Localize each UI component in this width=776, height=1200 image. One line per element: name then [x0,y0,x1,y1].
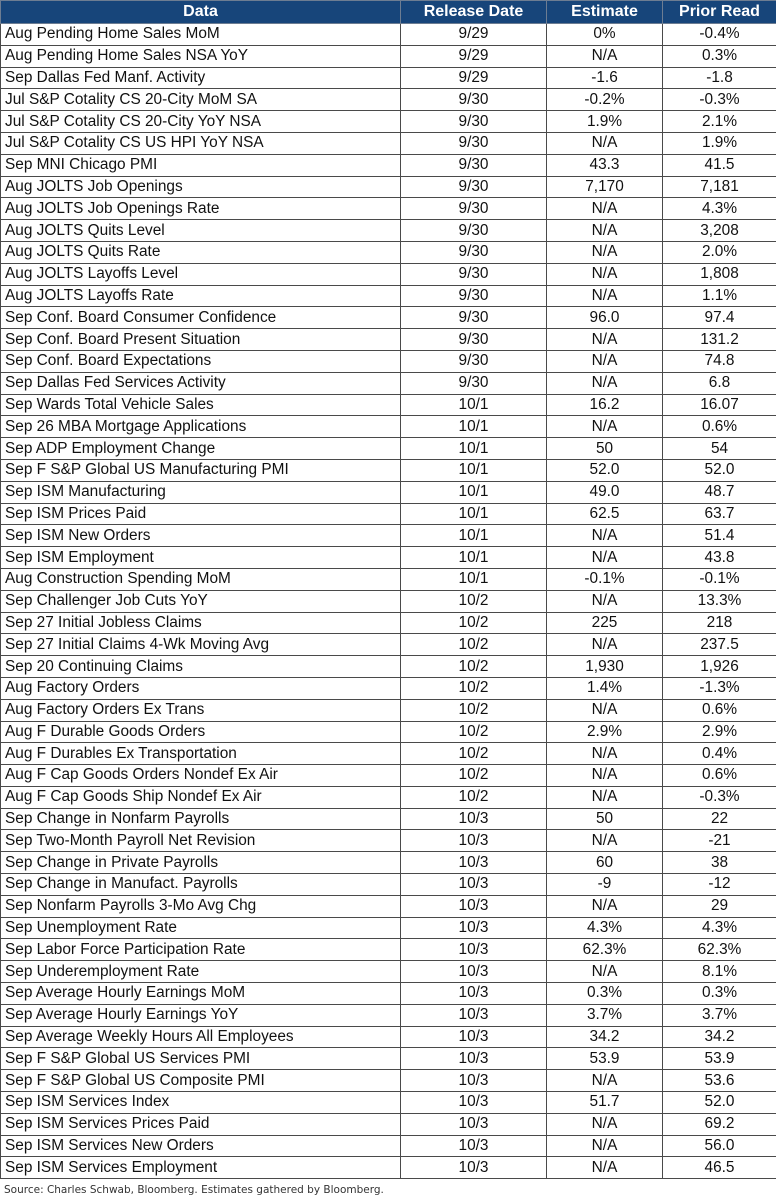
indicator-name-cell: Aug JOLTS Job Openings [1,176,401,198]
release-date-cell: 9/30 [401,220,547,242]
prior-read-cell: -1.3% [663,677,776,699]
release-date-cell: 10/2 [401,699,547,721]
estimate-cell: 60 [547,852,663,874]
estimate-cell: N/A [547,699,663,721]
table-row [1,1026,776,1048]
release-date-cell: 9/30 [401,241,547,263]
release-date-cell: 9/30 [401,329,547,351]
table-row [1,1113,776,1135]
indicator-name-cell: Aug Pending Home Sales MoM [1,24,401,46]
estimate-cell: 0.3% [547,983,663,1005]
indicator-name-cell: Jul S&P Cotality CS 20-City MoM SA [1,89,401,111]
release-date-cell: 10/3 [401,1113,547,1135]
prior-read-cell: 13.3% [663,590,776,612]
release-date-cell: 9/29 [401,24,547,46]
release-date-cell: 10/3 [401,808,547,830]
estimate-cell: 49.0 [547,481,663,503]
indicator-name-cell: Sep ISM Manufacturing [1,481,401,503]
estimate-cell: 34.2 [547,1026,663,1048]
table-row [1,24,776,46]
estimate-cell: 53.9 [547,1048,663,1070]
table-row [1,874,776,896]
indicator-name-cell: Aug F Durables Ex Transportation [1,743,401,765]
table-row [1,917,776,939]
estimate-cell: 3.7% [547,1004,663,1026]
release-date-cell: 9/30 [401,263,547,285]
indicator-name-cell: Sep Change in Manufact. Payrolls [1,874,401,896]
table-row [1,786,776,808]
indicator-name-cell: Aug F Durable Goods Orders [1,721,401,743]
estimate-cell: N/A [547,830,663,852]
table-row [1,721,776,743]
release-date-cell: 10/3 [401,1026,547,1048]
table-row [1,1135,776,1157]
prior-read-cell: 1.9% [663,132,776,154]
table-row [1,983,776,1005]
estimate-cell: N/A [547,743,663,765]
indicator-name-cell: Aug Factory Orders Ex Trans [1,699,401,721]
estimate-cell: N/A [547,372,663,394]
estimate-cell: 0% [547,24,663,46]
release-date-cell: 10/2 [401,656,547,678]
release-date-cell: 10/3 [401,961,547,983]
release-date-cell: 9/30 [401,111,547,133]
release-date-cell: 9/30 [401,176,547,198]
indicator-name-cell: Sep ISM Prices Paid [1,503,401,525]
prior-read-cell: -0.3% [663,89,776,111]
indicator-name-cell: Sep 27 Initial Jobless Claims [1,612,401,634]
prior-read-cell: 6.8 [663,372,776,394]
release-date-cell: 10/1 [401,438,547,460]
prior-read-cell: -1.8 [663,67,776,89]
table-row [1,743,776,765]
indicator-name-cell: Sep 27 Initial Claims 4-Wk Moving Avg [1,634,401,656]
indicator-name-cell: Sep Dallas Fed Services Activity [1,372,401,394]
estimate-cell: N/A [547,961,663,983]
prior-read-cell: 4.3% [663,198,776,220]
prior-read-cell: 16.07 [663,394,776,416]
estimate-cell: 225 [547,612,663,634]
indicator-name-cell: Sep F S&P Global US Composite PMI [1,1070,401,1092]
release-date-cell: 10/2 [401,634,547,656]
release-date-cell: 10/3 [401,1135,547,1157]
estimate-cell: 62.3% [547,939,663,961]
release-date-cell: 10/3 [401,1157,547,1179]
release-date-cell: 10/3 [401,874,547,896]
release-date-cell: 10/2 [401,612,547,634]
table-row [1,895,776,917]
release-date-cell: 10/3 [401,1092,547,1114]
header-estimate: Estimate [547,1,663,24]
prior-read-cell: 0.4% [663,743,776,765]
release-date-cell: 10/2 [401,765,547,787]
prior-read-cell: 4.3% [663,917,776,939]
prior-read-cell: -0.3% [663,786,776,808]
table-row [1,568,776,590]
table-row [1,132,776,154]
header-release-date: Release Date [401,1,547,24]
indicator-name-cell: Aug JOLTS Layoffs Level [1,263,401,285]
prior-read-cell: 7,181 [663,176,776,198]
estimate-cell: N/A [547,132,663,154]
prior-read-cell: 1,926 [663,656,776,678]
estimate-cell: 62.5 [547,503,663,525]
table-row [1,481,776,503]
prior-read-cell: 2.1% [663,111,776,133]
indicator-name-cell: Aug Construction Spending MoM [1,568,401,590]
table-row [1,634,776,656]
table-row [1,765,776,787]
table-row [1,438,776,460]
prior-read-cell: 29 [663,895,776,917]
estimate-cell: -1.6 [547,67,663,89]
release-date-cell: 10/1 [401,525,547,547]
table-body [1,24,776,1179]
prior-read-cell: 2.9% [663,721,776,743]
estimate-cell: N/A [547,350,663,372]
release-date-cell: 10/3 [401,1048,547,1070]
table-row [1,154,776,176]
table-row [1,547,776,569]
release-date-cell: 10/1 [401,503,547,525]
table-row [1,961,776,983]
indicator-name-cell: Sep Average Hourly Earnings MoM [1,983,401,1005]
estimate-cell: 43.3 [547,154,663,176]
table-row [1,372,776,394]
release-date-cell: 10/3 [401,983,547,1005]
table-row [1,198,776,220]
indicator-name-cell: Aug Factory Orders [1,677,401,699]
table-row [1,1004,776,1026]
table-row [1,263,776,285]
table-row [1,416,776,438]
release-date-cell: 10/3 [401,830,547,852]
prior-read-cell: 63.7 [663,503,776,525]
release-date-cell: 10/1 [401,481,547,503]
prior-read-cell: -0.4% [663,24,776,46]
header-prior-read: Prior Read [663,1,776,24]
table-row [1,699,776,721]
table-row [1,459,776,481]
header-data: Data [1,1,401,24]
indicator-name-cell: Sep Conf. Board Consumer Confidence [1,307,401,329]
prior-read-cell: 22 [663,808,776,830]
release-date-cell: 10/1 [401,459,547,481]
prior-read-cell: 52.0 [663,459,776,481]
release-date-cell: 10/3 [401,895,547,917]
estimate-cell: N/A [547,525,663,547]
prior-read-cell: 53.9 [663,1048,776,1070]
estimate-cell: N/A [547,786,663,808]
table-row [1,111,776,133]
table-row [1,590,776,612]
prior-read-cell: 0.6% [663,699,776,721]
estimate-cell: N/A [547,895,663,917]
indicator-name-cell: Aug F Cap Goods Ship Nondef Ex Air [1,786,401,808]
table-row [1,394,776,416]
indicator-name-cell: Sep Conf. Board Expectations [1,350,401,372]
table-row [1,1070,776,1092]
estimate-cell: 1.4% [547,677,663,699]
table-row [1,852,776,874]
release-date-cell: 9/29 [401,67,547,89]
prior-read-cell: 46.5 [663,1157,776,1179]
release-date-cell: 9/29 [401,45,547,67]
prior-read-cell: 8.1% [663,961,776,983]
estimate-cell: 52.0 [547,459,663,481]
release-date-cell: 9/30 [401,350,547,372]
estimate-cell: N/A [547,220,663,242]
prior-read-cell: 0.6% [663,416,776,438]
estimate-cell: 7,170 [547,176,663,198]
prior-read-cell: 3.7% [663,1004,776,1026]
release-date-cell: 9/30 [401,154,547,176]
estimate-cell: N/A [547,547,663,569]
release-date-cell: 10/3 [401,917,547,939]
indicator-name-cell: Sep 20 Continuing Claims [1,656,401,678]
estimate-cell: 2.9% [547,721,663,743]
estimate-cell: 50 [547,438,663,460]
estimate-cell: -9 [547,874,663,896]
indicator-name-cell: Sep Unemployment Rate [1,917,401,939]
indicator-name-cell: Jul S&P Cotality CS 20-City YoY NSA [1,111,401,133]
estimate-cell: N/A [547,416,663,438]
indicator-name-cell: Sep ISM Services New Orders [1,1135,401,1157]
indicator-name-cell: Sep ISM New Orders [1,525,401,547]
prior-read-cell: 41.5 [663,154,776,176]
indicator-name-cell: Sep Average Weekly Hours All Employees [1,1026,401,1048]
release-date-cell: 10/2 [401,721,547,743]
prior-read-cell: 0.3% [663,983,776,1005]
prior-read-cell: 218 [663,612,776,634]
indicator-name-cell: Aug JOLTS Job Openings Rate [1,198,401,220]
indicator-name-cell: Sep Average Hourly Earnings YoY [1,1004,401,1026]
prior-read-cell: 0.3% [663,45,776,67]
prior-read-cell: 1,808 [663,263,776,285]
indicator-name-cell: Sep Conf. Board Present Situation [1,329,401,351]
estimate-cell: 1.9% [547,111,663,133]
indicator-name-cell: Sep ISM Services Prices Paid [1,1113,401,1135]
table-row [1,939,776,961]
release-date-cell: 10/3 [401,1070,547,1092]
estimate-cell: 4.3% [547,917,663,939]
estimate-cell: 50 [547,808,663,830]
prior-read-cell: -12 [663,874,776,896]
indicator-name-cell: Sep ISM Services Employment [1,1157,401,1179]
indicator-name-cell: Sep Wards Total Vehicle Sales [1,394,401,416]
estimate-cell: N/A [547,765,663,787]
prior-read-cell: 38 [663,852,776,874]
release-date-cell: 10/1 [401,547,547,569]
indicator-name-cell: Aug JOLTS Quits Rate [1,241,401,263]
indicator-name-cell: Sep ADP Employment Change [1,438,401,460]
prior-read-cell: 74.8 [663,350,776,372]
release-date-cell: 10/1 [401,416,547,438]
release-date-cell: 10/3 [401,852,547,874]
prior-read-cell: 62.3% [663,939,776,961]
prior-read-cell: 34.2 [663,1026,776,1048]
estimate-cell: 96.0 [547,307,663,329]
release-date-cell: 10/1 [401,568,547,590]
release-date-cell: 10/3 [401,1004,547,1026]
table-row [1,525,776,547]
indicator-name-cell: Aug F Cap Goods Orders Nondef Ex Air [1,765,401,787]
indicator-name-cell: Sep Nonfarm Payrolls 3-Mo Avg Chg [1,895,401,917]
estimate-cell: N/A [547,285,663,307]
table-row [1,307,776,329]
prior-read-cell: 131.2 [663,329,776,351]
table-row [1,656,776,678]
table-row [1,67,776,89]
table-row [1,677,776,699]
release-date-cell: 9/30 [401,285,547,307]
estimate-cell: N/A [547,263,663,285]
table-row [1,830,776,852]
prior-read-cell: 2.0% [663,241,776,263]
prior-read-cell: 53.6 [663,1070,776,1092]
table-row [1,808,776,830]
prior-read-cell: 51.4 [663,525,776,547]
release-date-cell: 9/30 [401,198,547,220]
estimate-cell: -0.1% [547,568,663,590]
table-row [1,220,776,242]
release-date-cell: 9/30 [401,132,547,154]
indicator-name-cell: Aug Pending Home Sales NSA YoY [1,45,401,67]
prior-read-cell: 52.0 [663,1092,776,1114]
table-row [1,612,776,634]
estimate-cell: N/A [547,45,663,67]
indicator-name-cell: Jul S&P Cotality CS US HPI YoY NSA [1,132,401,154]
release-date-cell: 10/2 [401,677,547,699]
header-row [1,1,776,24]
indicator-name-cell: Sep Two-Month Payroll Net Revision [1,830,401,852]
release-date-cell: 10/2 [401,786,547,808]
estimate-cell: N/A [547,590,663,612]
release-date-cell: 9/30 [401,89,547,111]
estimate-cell: N/A [547,1135,663,1157]
table-row [1,45,776,67]
table-row [1,1048,776,1070]
indicator-name-cell: Sep Change in Private Payrolls [1,852,401,874]
prior-read-cell: -21 [663,830,776,852]
indicator-name-cell: Sep Challenger Job Cuts YoY [1,590,401,612]
table-row [1,1092,776,1114]
prior-read-cell: -0.1% [663,568,776,590]
table-row [1,350,776,372]
prior-read-cell: 97.4 [663,307,776,329]
indicator-name-cell: Sep MNI Chicago PMI [1,154,401,176]
release-date-cell: 10/2 [401,590,547,612]
estimate-cell: N/A [547,198,663,220]
prior-read-cell: 69.2 [663,1113,776,1135]
table-row [1,89,776,111]
estimate-cell: N/A [547,634,663,656]
estimate-cell: -0.2% [547,89,663,111]
indicator-name-cell: Sep F S&P Global US Manufacturing PMI [1,459,401,481]
prior-read-cell: 237.5 [663,634,776,656]
estimate-cell: 16.2 [547,394,663,416]
indicator-name-cell: Sep Change in Nonfarm Payrolls [1,808,401,830]
estimate-cell: N/A [547,241,663,263]
release-date-cell: 9/30 [401,372,547,394]
table-row [1,329,776,351]
table-row [1,503,776,525]
estimate-cell: 1,930 [547,656,663,678]
indicator-name-cell: Sep F S&P Global US Services PMI [1,1048,401,1070]
prior-read-cell: 43.8 [663,547,776,569]
prior-read-cell: 1.1% [663,285,776,307]
source-note: Source: Charles Schwab, Bloomberg. Estimates gathered by Bloomberg. [4,1184,384,1196]
estimate-cell: 51.7 [547,1092,663,1114]
table-row [1,176,776,198]
indicator-name-cell: Aug JOLTS Quits Level [1,220,401,242]
prior-read-cell: 0.6% [663,765,776,787]
release-date-cell: 10/1 [401,394,547,416]
indicator-name-cell: Aug JOLTS Layoffs Rate [1,285,401,307]
release-date-cell: 10/2 [401,743,547,765]
indicator-name-cell: Sep Labor Force Participation Rate [1,939,401,961]
indicator-name-cell: Sep Dallas Fed Manf. Activity [1,67,401,89]
indicator-name-cell: Sep ISM Services Index [1,1092,401,1114]
table-row [1,241,776,263]
indicator-name-cell: Sep 26 MBA Mortgage Applications [1,416,401,438]
table-row [1,1157,776,1179]
indicator-name-cell: Sep Underemployment Rate [1,961,401,983]
estimate-cell: N/A [547,1157,663,1179]
release-date-cell: 9/30 [401,307,547,329]
prior-read-cell: 3,208 [663,220,776,242]
prior-read-cell: 48.7 [663,481,776,503]
estimate-cell: N/A [547,329,663,351]
prior-read-cell: 56.0 [663,1135,776,1157]
table-row [1,285,776,307]
estimate-cell: N/A [547,1113,663,1135]
prior-read-cell: 54 [663,438,776,460]
estimate-cell: N/A [547,1070,663,1092]
release-date-cell: 10/3 [401,939,547,961]
indicator-name-cell: Sep ISM Employment [1,547,401,569]
